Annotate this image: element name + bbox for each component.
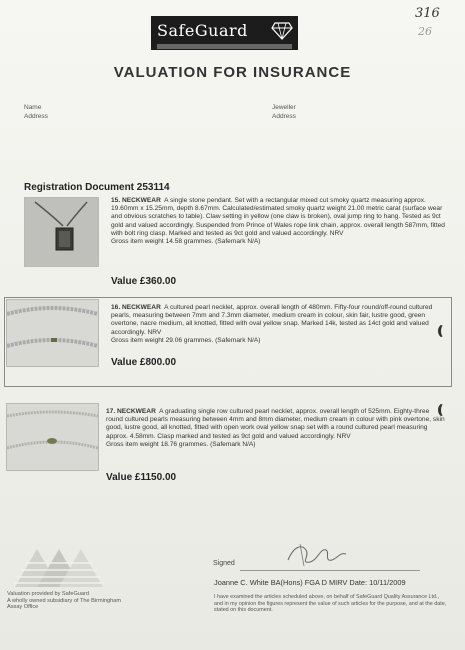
signature-line xyxy=(240,570,420,571)
item-description xyxy=(106,408,446,449)
pearl-necklet-illustration xyxy=(7,300,98,366)
handwritten-signature xyxy=(280,540,355,570)
item-description-text: A graduating single row cultured pearl necklet, approx. overall length of 525mm. Eighty-three round cultured pearls measuring between 4mm and 8mm diameter, medium cream in colour with pink overtone, skin good, lustre good, all knotted, fitted with open work oval yellow snap set with a round cultured pearl measuring approx. 4.58mm. Clasp marked and tested as 9ct gold and valued accordingly. NRV xyxy=(106,408,445,440)
item-value: Value £800.00 xyxy=(111,357,177,368)
assay-office-logo xyxy=(7,543,107,588)
registration-number: Registration Document 253114 xyxy=(24,182,170,193)
handwritten-mark: 316 xyxy=(415,6,440,21)
item-heading: 15. NECKWEAR xyxy=(111,197,161,204)
appraiser-credentials: Joanne C. White BA(Hons) FGA D MIRV Date: 10/11/2009 xyxy=(214,578,406,587)
item-photo-pearl-necklet xyxy=(6,299,99,367)
item-description xyxy=(111,304,446,345)
binder-hole-mark xyxy=(438,403,450,417)
provided-by-text: Valuation provided by SafeGuard xyxy=(7,591,89,597)
binder-hole-mark xyxy=(438,324,450,338)
item-gross-weight: Gross item weight 29.06 grammes. (Safemark N/A) xyxy=(111,336,261,344)
logo-brand-text: SafeGuard xyxy=(157,21,248,40)
item-gross-weight: Gross item weight 18.76 grammes. (Safemark N/A) xyxy=(106,440,256,448)
item-heading: 16. NECKWEAR xyxy=(111,304,161,311)
address-label: Address xyxy=(24,113,48,120)
graduated-pearl-illustration xyxy=(7,404,98,470)
item-value: Value £360.00 xyxy=(111,276,177,287)
item-description-text: A single stone pendant. Set with a rectangular mixed cut smoky quartz measuring approx. 19.60mm x 15.25mm, depth 8.67mm. Calculated/estimated smoky quartz weight 21.00 metric carat (surface wear and obvious scratches to table). Claw setting in yellow (one claw is broken), oval jump ring to hang. Tested as 9ct gold and valued accordingly. Suspended from Prince of Wales rope link chain, approx. overall length 587mm, fitted with bolt ring clasp. Marked and tested as 9ct gold and valued accordingly. NRV xyxy=(111,197,445,237)
logo-tagline-bar xyxy=(157,44,292,49)
diamond-icon xyxy=(271,22,293,40)
jeweller-label: Jeweller xyxy=(272,104,296,111)
page-title: VALUATION FOR INSURANCE xyxy=(113,64,352,81)
handwritten-mark-faint: 26 xyxy=(418,25,432,38)
item-heading: 17. NECKWEAR xyxy=(106,408,156,415)
subsidiary-text: A wholly owned subsidiary of The Birmingham Assay Office xyxy=(7,597,122,611)
item-gross-weight: Gross item weight 14.58 grammes. (Safemark N/A) xyxy=(111,238,261,246)
item-description xyxy=(111,197,446,246)
item-description-text: A cultured pearl necklet, approx. overall length of 480mm. Fifty-four round/off-round cultured pearls, measuring between 7mm and 7.3mm diameter, medium cream in colour, skin fair, lustre good, green overtone, nacre medium, all knotted, fitted with oval yellow snap. Marked 14k, tested as 14ct gold and valued accordingly. NRV xyxy=(111,304,433,336)
signed-label: Signed xyxy=(213,560,235,567)
jeweller-address-label: Address xyxy=(272,113,296,120)
item-value: Value £1150.00 xyxy=(106,472,177,483)
pendant-illustration xyxy=(25,198,98,266)
name-label: Name xyxy=(24,104,42,111)
valuation-disclaimer: I have examined the articles scheduled above, on behalf of SafeGuard Quality Assurance Ltd., and in my opinion the figures represent the value of such articles for the purpose, and at the date, stated on this document. xyxy=(214,594,447,614)
item-photo-pendant xyxy=(24,197,99,267)
footer-provider xyxy=(7,591,127,611)
item-photo-graduated-pearl-necklet xyxy=(6,403,99,471)
safeguard-logo xyxy=(151,16,298,50)
